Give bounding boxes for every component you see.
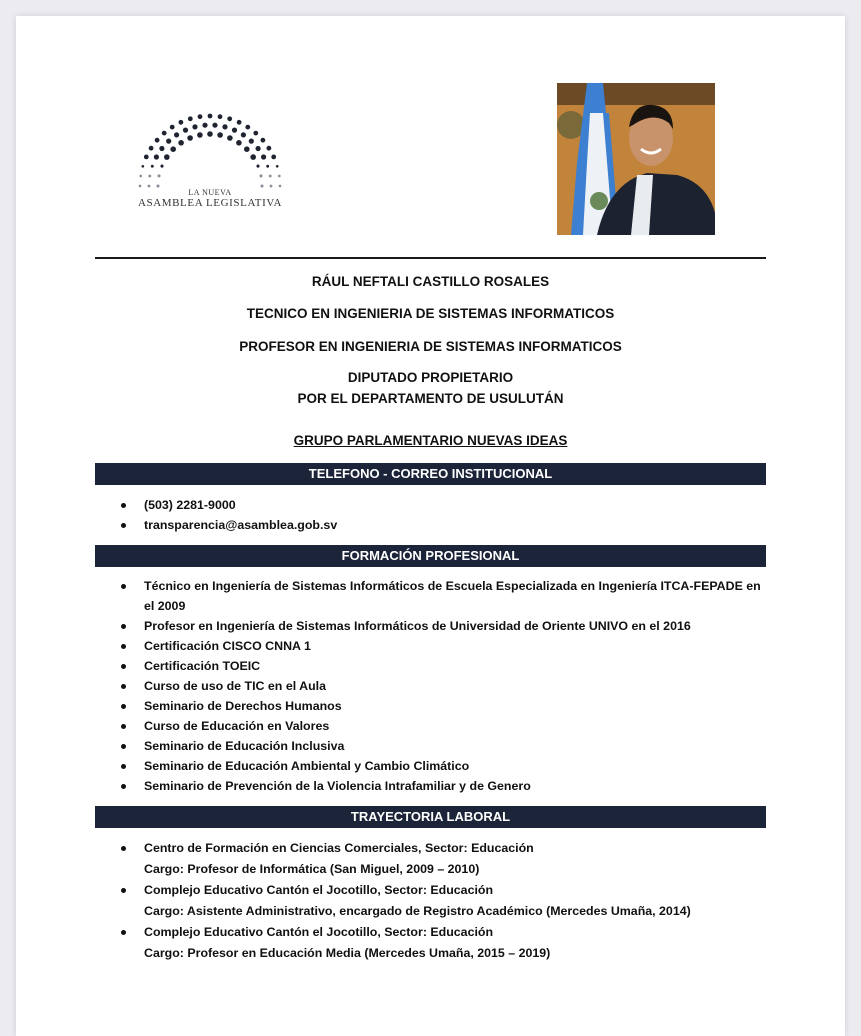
work-item [112,880,772,922]
degree-professor: PROFESOR EN INGENIERIA DE SISTEMAS INFORMATICOS [239,339,622,354]
list-item: Seminario de Educación Ambiental y Cambio Climático [112,756,772,776]
list-item: Profesor en Ingeniería de Sistemas Informáticos de Universidad de Oriente UNIVO en el 2016 [112,616,772,636]
work-role: Cargo: Profesor en Educación Media (Mercedes Umaña, 2015 – 2019) [144,946,551,960]
hemicycle-icon [134,112,286,190]
degree-technician: TECNICO EN INGENIERIA DE SISTEMAS INFORMATICOS [246,306,615,321]
work-organization: Centro de Formación en Ciencias Comerciales, Sector: Educación [144,841,534,855]
list-item: Curso de uso de TIC en el Aula [112,676,772,696]
section-header-education: FORMACIÓN PROFESIONAL [95,545,766,567]
list-item: Certificación TOEIC [112,656,772,676]
section-header-work: TRAYECTORIA LABORAL [95,806,766,828]
list-item: Técnico en Ingeniería de Sistemas Informáticos de Escuela Especializada en Ingeniería ITCA-FEPADE en el 2009 [112,576,772,616]
contact-email[interactable]: transparencia@asamblea.gob.sv [112,515,772,535]
portrait-image [557,83,715,235]
list-item: Seminario de Prevención de la Violencia Intrafamiliar y de Genero [112,776,772,796]
logo-line-1: LA NUEVA [188,188,232,197]
work-item [112,922,772,964]
work-organization: Complejo Educativo Cantón el Jocotillo, Sector: Educación [144,925,494,939]
work-organization: Complejo Educativo Cantón el Jocotillo, Sector: Educación [144,883,494,897]
asamblea-logo [120,108,300,218]
contact-list [112,495,772,535]
role-title: DIPUTADO PROPIETARIO [347,370,514,385]
work-role: Cargo: Profesor de Informática (San Miguel, 2009 – 2010) [144,862,480,876]
logo-line-2: ASAMBLEA LEGISLATIVA [137,197,283,209]
work-role: Cargo: Asistente Administrativo, encargado de Registro Académico (Mercedes Umaña, 2014) [144,904,691,918]
parliamentary-group: GRUPO PARLAMENTARIO NUEVAS IDEAS [293,433,568,448]
role-department: POR EL DEPARTAMENTO DE USULUTÁN [297,391,564,406]
list-item: Seminario de Derechos Humanos [112,696,772,716]
list-item: Certificación CISCO CNNA 1 [112,636,772,656]
header-divider [95,257,766,259]
section-header-contact: TELEFONO - CORREO INSTITUCIONAL [95,463,766,485]
list-item: Seminario de Educación Inclusiva [112,736,772,756]
contact-phone: (503) 2281-9000 [112,495,772,515]
work-list [112,838,772,964]
profile-photo [557,83,715,235]
person-name: RÁUL NEFTALI CASTILLO ROSALES [311,274,550,289]
education-list [112,576,772,796]
work-item [112,838,772,880]
list-item: Curso de Educación en Valores [112,716,772,736]
